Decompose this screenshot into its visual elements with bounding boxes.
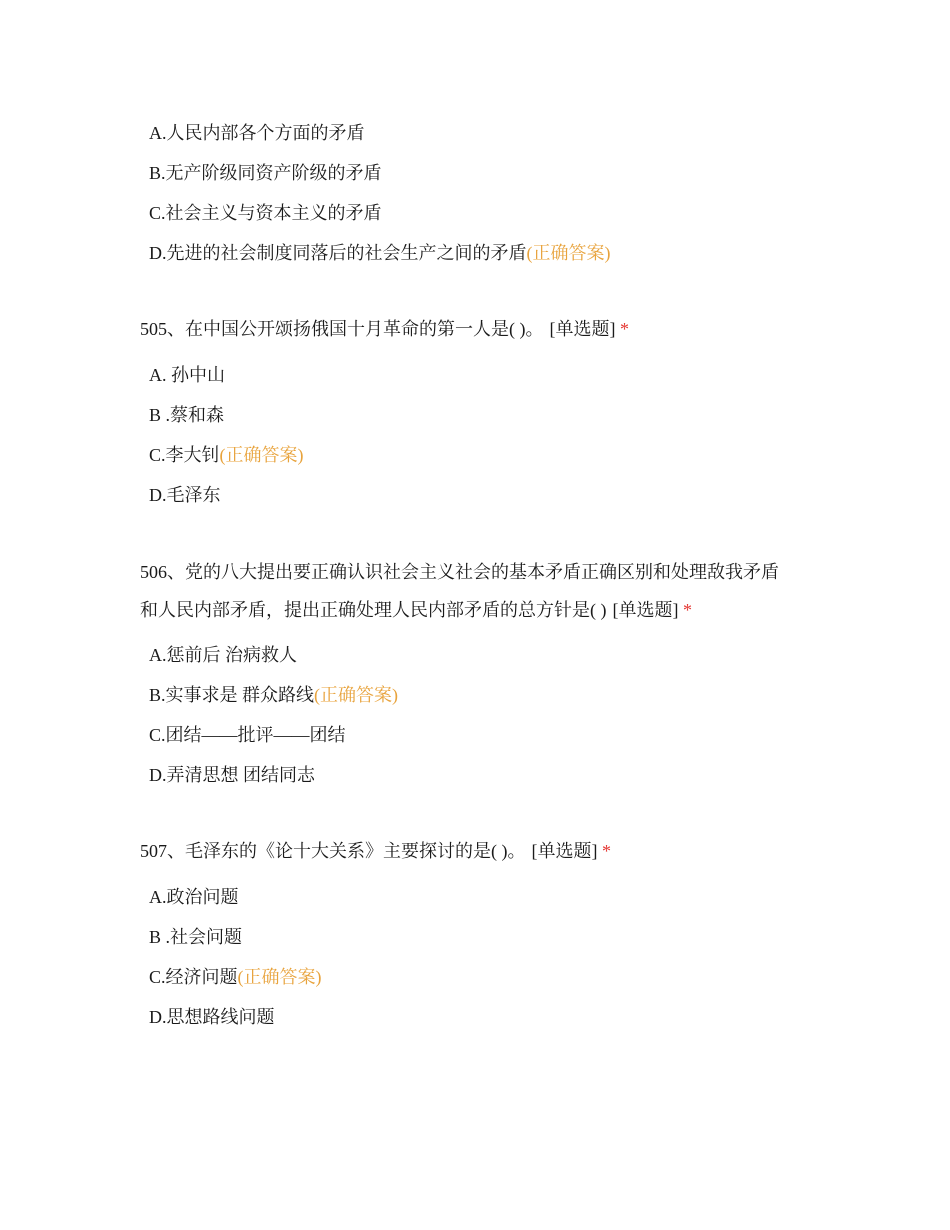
option-c [149,965,322,989]
correct-answer-mark: (正确答案) [237,967,322,987]
option-d [149,1005,275,1029]
option-b [149,683,398,707]
option-a [149,363,225,387]
option-b [149,403,224,427]
option-text: B .社会问题 [149,927,243,947]
option-text: B.无产阶级同资产阶级的矛盾 [149,163,382,183]
option-d [149,763,315,787]
option-text: D.毛泽东 [149,485,221,505]
correct-answer-mark: (正确答案) [314,685,399,705]
option-text: A.政治问题 [149,887,239,907]
question-text: 和人民内部矛盾，提出正确处理人民内部矛盾的总方针是( ) [140,600,607,620]
option-text: D.先进的社会制度同落后的社会生产之间的矛盾 [149,243,527,263]
option-text: A.人民内部各个方面的矛盾 [149,123,365,143]
question-505 [140,317,629,341]
option-c [149,443,304,467]
question-type-tag: [单选题] [612,600,679,620]
question-text: 507、毛泽东的《论十大关系》主要探讨的是( )。 [140,841,526,861]
question-text: 505、在中国公开颂扬俄国十月革命的第一人是( )。 [140,319,544,339]
option-c [149,723,346,747]
required-marker: * [620,319,629,339]
option-d [149,483,221,507]
option-text: C.李大钊 [149,445,220,465]
required-marker: * [683,600,692,620]
option-text: B.实事求是 群众路线 [149,685,315,705]
option-b [149,161,382,185]
correct-answer-mark: (正确答案) [219,445,304,465]
option-text: D.思想路线问题 [149,1007,275,1027]
correct-answer-mark: (正确答案) [526,243,611,263]
option-text: C.团结——批评——团结 [149,725,346,745]
option-d [149,241,611,265]
question-506-line-1 [140,560,779,584]
option-a [149,643,297,667]
question-type-tag: [单选题] [549,319,616,339]
option-text: A.惩前后 治病救人 [149,645,297,665]
option-c [149,201,382,225]
required-marker: * [602,841,611,861]
question-506-line-2 [140,598,692,622]
option-text: D.弄清思想 团结同志 [149,765,315,785]
option-text: C.经济问题 [149,967,238,987]
question-text: 506、党的八大提出要正确认识社会主义社会的基本矛盾正确区别和处理敌我矛盾 [140,562,779,582]
option-a [149,885,239,909]
option-text: A. 孙中山 [149,365,225,385]
option-a [149,121,365,145]
option-text: B .蔡和森 [149,405,225,425]
option-b [149,925,242,949]
question-type-tag: [单选题] [531,841,598,861]
question-507 [140,839,611,863]
option-text: C.社会主义与资本主义的矛盾 [149,203,382,223]
